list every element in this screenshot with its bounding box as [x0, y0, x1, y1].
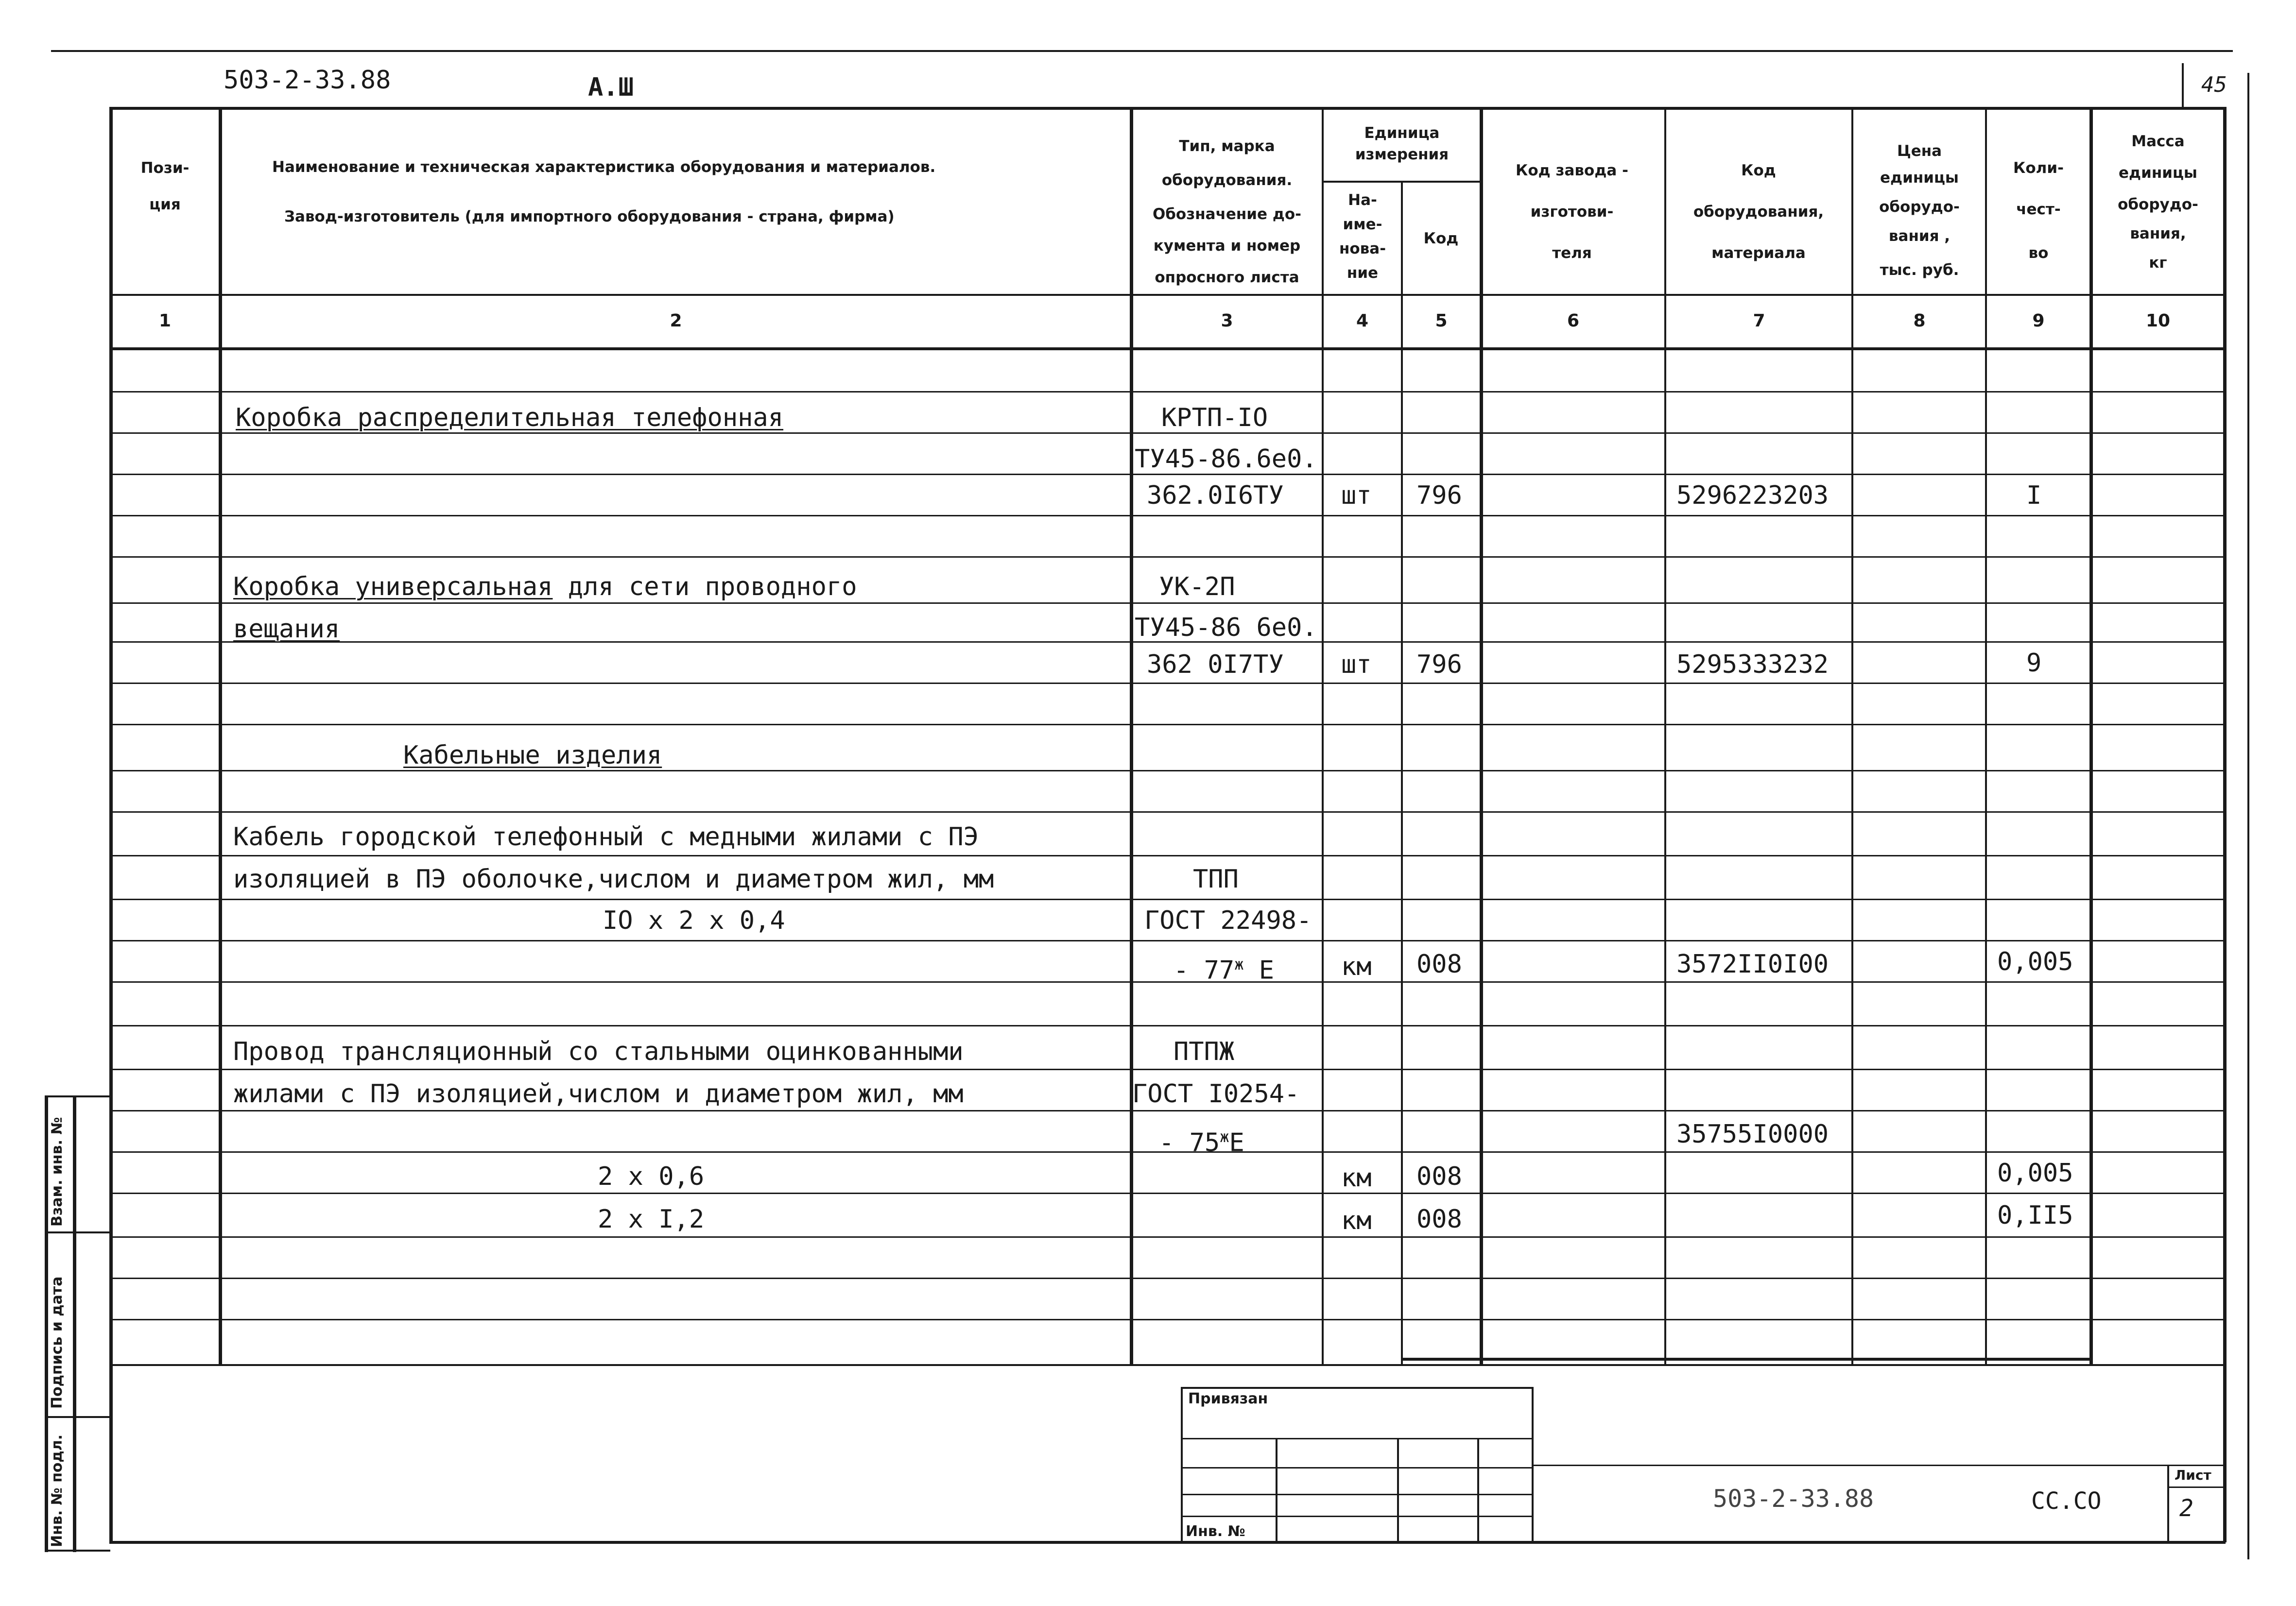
col-number: 4 — [1356, 311, 1369, 331]
col-divider-9 — [2089, 107, 2093, 1365]
col-numbers-bottom-line — [109, 347, 2223, 350]
page-number-divider — [2182, 63, 2184, 109]
item-size: 2 x 0,6 — [598, 1162, 705, 1191]
stamp-col-line — [1477, 1438, 1479, 1542]
header-col6-b: изготови- — [1530, 203, 1614, 221]
item-size: IO x 2 x 0,4 — [603, 906, 785, 935]
header-unit-a: Единица — [1364, 124, 1440, 142]
header-col7-c: материала — [1711, 244, 1806, 262]
item-type: КРТП-IO — [1161, 403, 1268, 432]
col-number: 10 — [2145, 311, 2171, 331]
stamp-row-line — [1181, 1516, 1533, 1517]
title-doc-code: 503-2-33.88 — [1713, 1485, 1874, 1513]
item-type: ГОСТ I0254- — [1132, 1079, 1300, 1109]
item-type: ТУ45-86 6е0. — [1135, 613, 1317, 642]
header-col1-b: ция — [149, 196, 181, 213]
side-label-vzam: Взам. инв. № — [49, 1117, 66, 1227]
col-divider-3 — [1322, 107, 1324, 1365]
item-unit-code: 008 — [1416, 1162, 1462, 1191]
item-type: ТПП — [1193, 865, 1239, 894]
header-col10-d: вания, — [2130, 225, 2186, 242]
item-size: 2 x I,2 — [598, 1205, 705, 1234]
header-col4-a: На- — [1348, 191, 1377, 209]
header-col3-e: опросного листа — [1155, 269, 1299, 286]
side-stamp-line — [45, 1416, 110, 1418]
header-col10-c: оборудо- — [2118, 196, 2198, 213]
doc-code: 503-2-33.88 — [224, 66, 391, 95]
side-label-inv-podl: Инв. № подл. — [49, 1434, 66, 1547]
col-divider-8 — [1985, 107, 1987, 1365]
stamp-col-line — [1397, 1438, 1399, 1542]
item-unit-code: 008 — [1416, 950, 1462, 979]
header-col9-b: чест- — [2016, 201, 2061, 218]
header-col8-e: тыс. руб. — [1880, 261, 1959, 279]
stamp-row-line — [1181, 1467, 1533, 1469]
item-type: 362.0I6ТУ — [1147, 481, 1284, 510]
title-block-line — [1532, 1465, 2224, 1466]
col-number: 1 — [158, 311, 172, 331]
header-col2-b: Завод-изготовитель (для импортного оборудования - страна, фирма) — [284, 208, 895, 225]
col-number: 6 — [1567, 311, 1580, 331]
side-label-podpis: Подпись и дата — [49, 1276, 66, 1409]
header-unit-b: измерения — [1355, 146, 1449, 163]
item-unit-code: 008 — [1416, 1205, 1462, 1234]
header-col4-d: ние — [1347, 264, 1379, 282]
item-name: изоляцией в ПЭ оболочке,числом и диаметром жил, мм — [233, 865, 994, 894]
col-number: 7 — [1753, 311, 1765, 331]
item-quantity: 0,005 — [1997, 1159, 2073, 1188]
header-col3-a: Тип, марка — [1179, 137, 1275, 155]
album-code: А.Ш — [588, 73, 634, 102]
item-type: ГОСТ 22498- — [1144, 906, 1312, 935]
item-equipment-code: 35755I0000 — [1676, 1120, 1829, 1149]
item-name: Коробка распределительная телефонная — [236, 403, 784, 432]
item-type: ПТПЖ — [1174, 1037, 1235, 1066]
header-col8-a: Цена — [1897, 142, 1942, 160]
item-quantity: 9 — [2026, 649, 2042, 678]
item-type: ТУ45-86.6е0. — [1135, 444, 1317, 474]
top-border-line — [51, 50, 2233, 52]
item-quantity: I — [2026, 481, 2042, 510]
header-col10-a: Масса — [2131, 133, 2185, 150]
item-type: УК-2П — [1159, 572, 1235, 601]
item-unit: шт — [1341, 650, 1372, 679]
col-divider-4 — [1401, 181, 1403, 1365]
item-type-sup: ж — [1234, 955, 1244, 974]
side-stamp-left-border — [45, 1095, 48, 1552]
stamp-row-line — [1181, 1494, 1533, 1495]
header-col3-d: кумента и номер — [1153, 237, 1301, 255]
item-type-end: Е — [1229, 1128, 1244, 1158]
stamp-top — [1181, 1387, 1533, 1389]
sheet-box-line — [2167, 1486, 2225, 1488]
table-right-border — [2223, 107, 2227, 1542]
item-name: Коробка универсальная — [233, 572, 553, 601]
item-unit: км — [1341, 952, 1372, 981]
col-number: 3 — [1221, 311, 1233, 331]
col-divider-1 — [219, 107, 222, 1365]
header-col8-d: вания , — [1888, 227, 1951, 245]
item-unit-code: 796 — [1416, 650, 1462, 679]
page-right-edge — [2247, 73, 2249, 1559]
item-quantity: 0,005 — [1997, 947, 2073, 976]
stamp-row-line — [1181, 1438, 1533, 1439]
header-col5: Код — [1423, 230, 1459, 247]
item-name: Кабель городской телефонный с медными жилами с ПЭ — [233, 822, 979, 852]
header-col3-c: Обозначение до- — [1152, 205, 1302, 223]
header-col10-b: единицы — [2119, 164, 2197, 182]
section-heading: Кабельные изделия — [403, 741, 662, 770]
stamp-col-line — [1276, 1438, 1277, 1542]
col-number: 2 — [670, 311, 682, 331]
sheet-box-left — [2167, 1465, 2169, 1542]
header-col6-a: Код завода - — [1516, 162, 1628, 179]
item-type: - 77 — [1174, 956, 1235, 985]
col-number: 8 — [1913, 311, 1926, 331]
item-equipment-code: 3572II0I00 — [1676, 950, 1829, 979]
header-col9-a: Коли- — [2013, 159, 2064, 177]
item-type: - 75 — [1159, 1128, 1220, 1158]
item-unit-code: 796 — [1416, 481, 1462, 510]
item-unit: км — [1341, 1206, 1372, 1235]
col-divider-6 — [1664, 107, 1666, 1365]
side-stamp-line — [45, 1231, 110, 1233]
header-col3-b: оборудования. — [1161, 171, 1293, 189]
table-bottom-border — [109, 1541, 2226, 1544]
item-type: 362 0I7ТУ — [1147, 650, 1284, 679]
header-col4-b: име- — [1343, 216, 1382, 233]
side-stamp-divider — [73, 1095, 76, 1552]
sheet-label: Лист — [2175, 1467, 2211, 1483]
item-name: вещания — [233, 615, 340, 644]
side-stamp-top — [45, 1095, 110, 1097]
page-number: 45 — [2201, 72, 2227, 97]
header-col4-c: нова- — [1339, 240, 1386, 257]
title-mark: СС.СО — [2031, 1487, 2102, 1515]
header-col8-c: оборудо- — [1879, 198, 1960, 216]
header-col8-b: единицы — [1880, 169, 1959, 187]
item-name: жилами с ПЭ изоляцией,числом и диаметром жил, мм — [233, 1079, 964, 1109]
sheet-number: 2 — [2179, 1495, 2193, 1522]
item-type-end: Е — [1243, 956, 1275, 985]
item-unit: км — [1341, 1163, 1372, 1193]
header-col7-a: Код — [1741, 162, 1776, 179]
col-divider-7 — [1851, 107, 1853, 1365]
stamp-inv-number: Инв. № — [1186, 1523, 1245, 1540]
stamp-privyazan: Привязан — [1188, 1390, 1268, 1407]
header-col1-a: Пози- — [140, 159, 190, 177]
stamp-left — [1181, 1387, 1183, 1542]
header-col9-c: во — [2028, 244, 2049, 262]
side-stamp-bottom — [45, 1550, 110, 1552]
item-quantity: 0,II5 — [1997, 1201, 2073, 1230]
thick-body-bottom — [1401, 1358, 2091, 1361]
item-equipment-code: 5296223203 — [1676, 481, 1829, 510]
table-top-border — [109, 107, 2223, 110]
col-number: 5 — [1435, 311, 1448, 331]
header-col7-b: оборудования, — [1693, 203, 1824, 221]
item-type-sup: ж — [1220, 1128, 1229, 1146]
item-name: Провод трансляционный со стальными оцинкованными — [233, 1037, 964, 1066]
header-bottom-line — [109, 294, 2223, 296]
col-divider-2 — [1130, 107, 1133, 1365]
col-divider-5 — [1480, 107, 1483, 1365]
item-equipment-code: 5295333232 — [1676, 650, 1829, 679]
col-number: 9 — [2032, 311, 2045, 331]
item-name-cont: для сети проводного — [552, 572, 857, 601]
header-col2-a: Наименование и техническая характеристика оборудования и материалов. — [272, 158, 936, 176]
item-unit: шт — [1341, 481, 1372, 510]
header-col10-e: кг — [2149, 254, 2167, 272]
table-left-border — [109, 107, 113, 1542]
header-col6-c: теля — [1552, 244, 1592, 262]
